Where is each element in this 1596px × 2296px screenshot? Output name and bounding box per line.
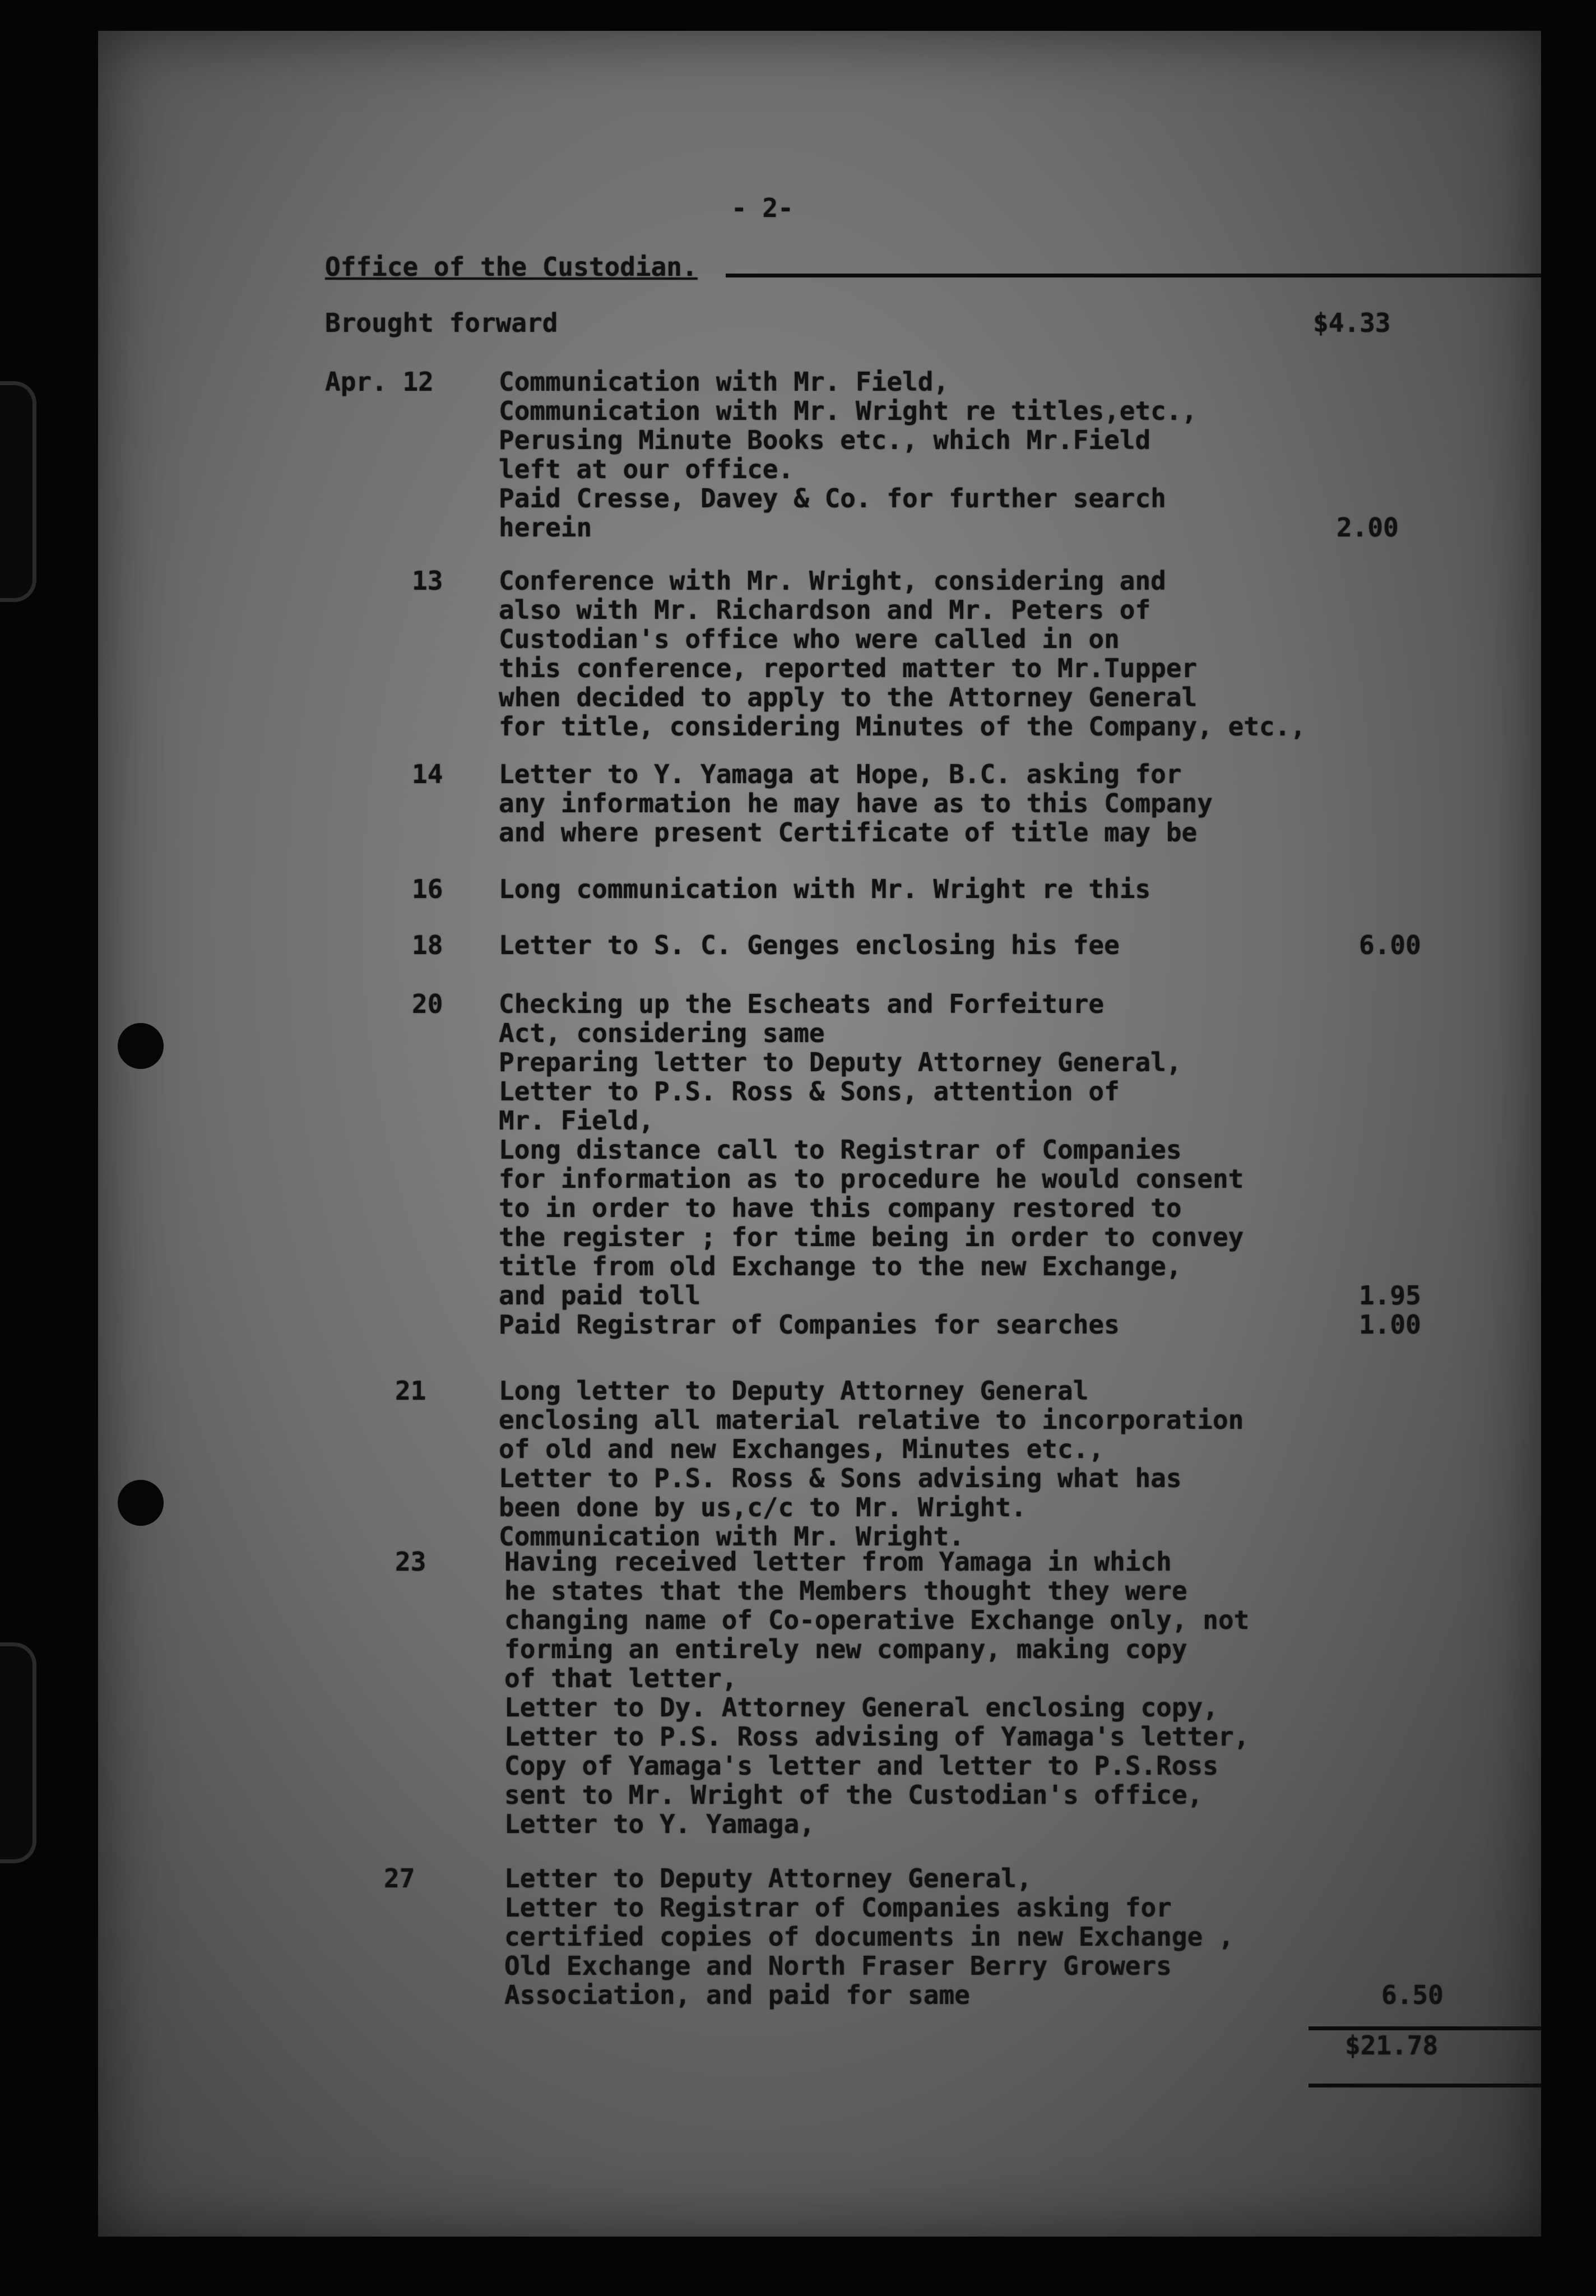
entry-text: Having received letter from Yamaga in which he states that the Members thought they were changing name of Co-operative Exchange only, not forming an entirely new company, making copy of that letter, Letter to Dy. Attorney General enclosing copy, Letter to P.S. Ross advising of Yamaga's letter, Copy of Yamaga's letter and letter to P.S.Ross sent to Mr. Wright of the Custodian's office, Letter to Y. Yamaga, [504,1547,1250,1839]
total-rule-top [1309,2026,1541,2030]
page-number: - 2- [731,193,794,223]
entry-text: Checking up the Escheats and Forfeiture Act, considering same Preparing letter to Deputy Attorney General, Letter to P.S. Ross & Sons, attention of Mr. Field, Long distance call to Registrar of Companies for information as to procedure he would consent to in order to have this company restored to the register ; for time being in order to convey title from old Exchange to the new Exchange, and paid toll Paid Registrar of Companies for searches [499,989,1244,1340]
entry-date: 16 [412,874,443,904]
entry-text: Long communication with Mr. Wright re this [499,874,1151,904]
document-page [98,31,1541,2237]
binder-tab-bottom [0,1642,36,1863]
entry-text: Letter to Deputy Attorney General, Letter to Registrar of Companies asking for certified copies of documents in new Exchange , Old Exchange and North Fraser Berry Growers Association, and paid for same [504,1863,1234,2010]
entry-amount: 2.00 [1337,512,1399,543]
section-heading: Office of the Custodian. [325,252,698,282]
entry-amount: 6.00 [1359,930,1421,960]
total-amount: $21.78 [1345,2030,1439,2061]
entry-date: Apr. 12 [325,367,434,397]
binder-tab-top [0,381,36,602]
entry-amount: 6.50 [1381,1980,1444,2010]
entry-amount: 1.95 [1359,1280,1421,1311]
entry-date: 18 [412,930,443,960]
brought-forward-amount: $4.33 [1313,308,1391,338]
entry-date: 27 [384,1863,415,1894]
entry-text: Letter to Y. Yamaga at Hope, B.C. asking for any information he may have as to this Company and where present Certificate of title may be [499,759,1213,848]
entry-date: 13 [412,566,443,596]
entry-text: Communication with Mr. Field, Communication with Mr. Wright re titles,etc., Perusing Minute Books etc., which Mr.Field left at our office. Paid Cresse, Davey & Co. for further search herein [499,367,1198,543]
entry-date: 23 [395,1547,426,1577]
entry-date: 14 [412,759,443,789]
brought-forward-label: Brought forward [325,308,558,338]
entry-text: Letter to S. C. Genges enclosing his fee [499,930,1120,960]
entry-date: 21 [395,1376,426,1406]
heading-rule [726,274,1541,277]
punch-hole-lower [118,1480,164,1526]
punch-hole-upper [118,1023,164,1069]
total-rule-bottom [1309,2084,1541,2087]
entry-text: Conference with Mr. Wright, considering and also with Mr. Richardson and Mr. Peters of Custodian's office who were called in on this conference, reported matter to Mr.Tupper when decided to apply to the Attorney General for title, considering Minutes of the Company, etc., [499,566,1306,742]
entry-date: 20 [412,989,443,1019]
entry-text: Long letter to Deputy Attorney General enclosing all material relative to incorporation of old and new Exchanges, Minutes etc., Letter to P.S. Ross & Sons advising what has been done by us,c/c to Mr. Wright. Communication with Mr. Wright. [499,1376,1244,1552]
entry-amount: 1.00 [1359,1309,1421,1340]
